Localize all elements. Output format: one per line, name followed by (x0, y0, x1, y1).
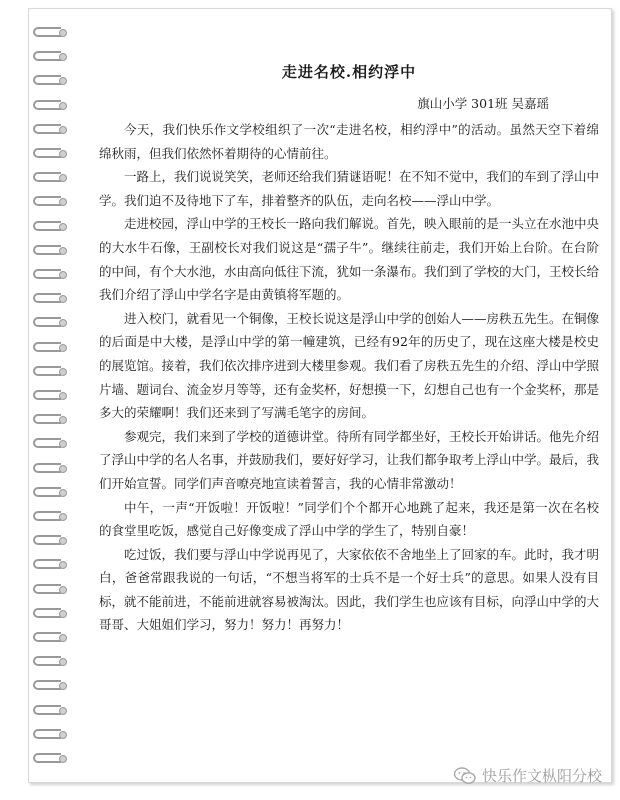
spiral-ring (33, 390, 67, 400)
spiral-ring (33, 511, 67, 521)
spiral-ring (33, 535, 67, 545)
spiral-ring (33, 680, 67, 690)
notebook-page (28, 8, 612, 783)
watermark (454, 765, 602, 786)
spiral-ring (33, 438, 67, 448)
spiral-ring (33, 656, 67, 666)
spiral-ring (33, 51, 67, 61)
spiral-ring (33, 148, 67, 158)
spiral-ring (33, 584, 67, 594)
spiral-ring (33, 366, 67, 376)
spiral-ring (33, 196, 67, 206)
wechat-icon (454, 767, 476, 785)
spiral-ring (33, 463, 67, 473)
paragraph-6: 中午，一声“开饭啦！开饭啦！”同学们个个都开心地跳了起来，我还是第一次在名校的食堂里吃饭，感觉自己好像变成了浮山中学的学生了，特别自豪！ (99, 499, 599, 539)
paragraph-1: 今天，我们快乐作文学校组织了一次“走进名校，相约浮中”的活动。虽然天空下着绵绵秋雨，但我们依然怀着期待的心情前往。 (99, 122, 599, 161)
spiral-ring (33, 221, 67, 231)
spiral-ring (33, 245, 67, 255)
paragraph-4: 进入校门，就看见一个铜像，王校长说这是浮山中学的创始人——房秩五先生。在铜像的后面是中大楼，是浮山中学的第一幢建筑，已经有92年的历史了，现在这座大楼是校史的展览馆。接着，我们依次排序进到大楼里参观。我们看了房秩五先生的介绍、浮山中学照片墙、题词台、流金岁月等等，还有金奖杯，好想摸一下，幻想自己也有一个金奖杯，那是多大的荣耀啊！我们还来到了写满毛笔字的房间。 (99, 310, 600, 421)
spiral-ring (33, 729, 67, 739)
spiral-ring (33, 75, 67, 85)
spiral-ring (33, 487, 67, 497)
spiral-ring (33, 269, 67, 279)
paragraph-3: 走进校园，浮山中学的王校长一路向我们解说。首先，映入眼前的是一头立在水池中央的大水牛石像，王副校长对我们说这是“孺子牛”。继续往前走，我们开始上台阶。在台阶的中间，有个大水池，水由高向低往下流，犹如一条瀑布。我们到了学校的大门，王校长给我们介绍了浮山中学名字是由黄镇将军题的。 (99, 216, 600, 303)
spiral-ring (33, 608, 67, 618)
spiral-ring (33, 172, 67, 182)
paragraph-7: 吃过饭，我们要与浮山中学说再见了，大家依依不舍地坐上了回家的车。此时，我才明白，爸爸常跟我说的一句话，“不想当将军的士兵不是一个好士兵”的意思。如果人没有目标，就不能前进，不能前进就容易被淘汰。因此，我们学生也应该有目标，向浮山中学的大哥哥、大姐姐们学习，努力！努力！再努力！ (99, 546, 600, 633)
spiral-ring (33, 317, 67, 327)
essay-title: 走进名校.相约浮中 (281, 63, 417, 81)
spiral-ring (33, 100, 67, 110)
paragraph-5: 参观完，我们来到了学校的道德讲堂。待所有同学都坐好，王校长开始讲话。他先介绍了浮山中学的名人名事，并鼓励我们，要好好学习，让我们都争取考上浮山中学。最后，我们开始宣誓。同学们声音嘹亮地宣读着誓言，我的心情非常激动！ (99, 428, 600, 491)
spiral-ring (33, 632, 67, 642)
paragraph-2: 一路上，我们说说笑笑，老师还给我们猜谜语呢！在不知不觉中，我们的车到了浮山中学。我们迫不及待地下了车，排着整齐的队伍，走向名校——浮山中学。 (99, 169, 600, 208)
spiral-ring (33, 414, 67, 424)
spiral-binding (29, 27, 73, 787)
essay-content (99, 61, 599, 637)
essay-author: 旗山小学 301班 吴嘉瑶 (417, 96, 549, 111)
spiral-ring (33, 753, 67, 763)
spiral-ring (33, 705, 67, 715)
spiral-ring (33, 27, 67, 37)
watermark-text: 快乐作文枞阳分校 (481, 767, 602, 785)
spiral-ring (33, 124, 67, 134)
spiral-ring (33, 293, 67, 303)
spiral-ring (33, 559, 67, 569)
spiral-ring (33, 342, 67, 352)
